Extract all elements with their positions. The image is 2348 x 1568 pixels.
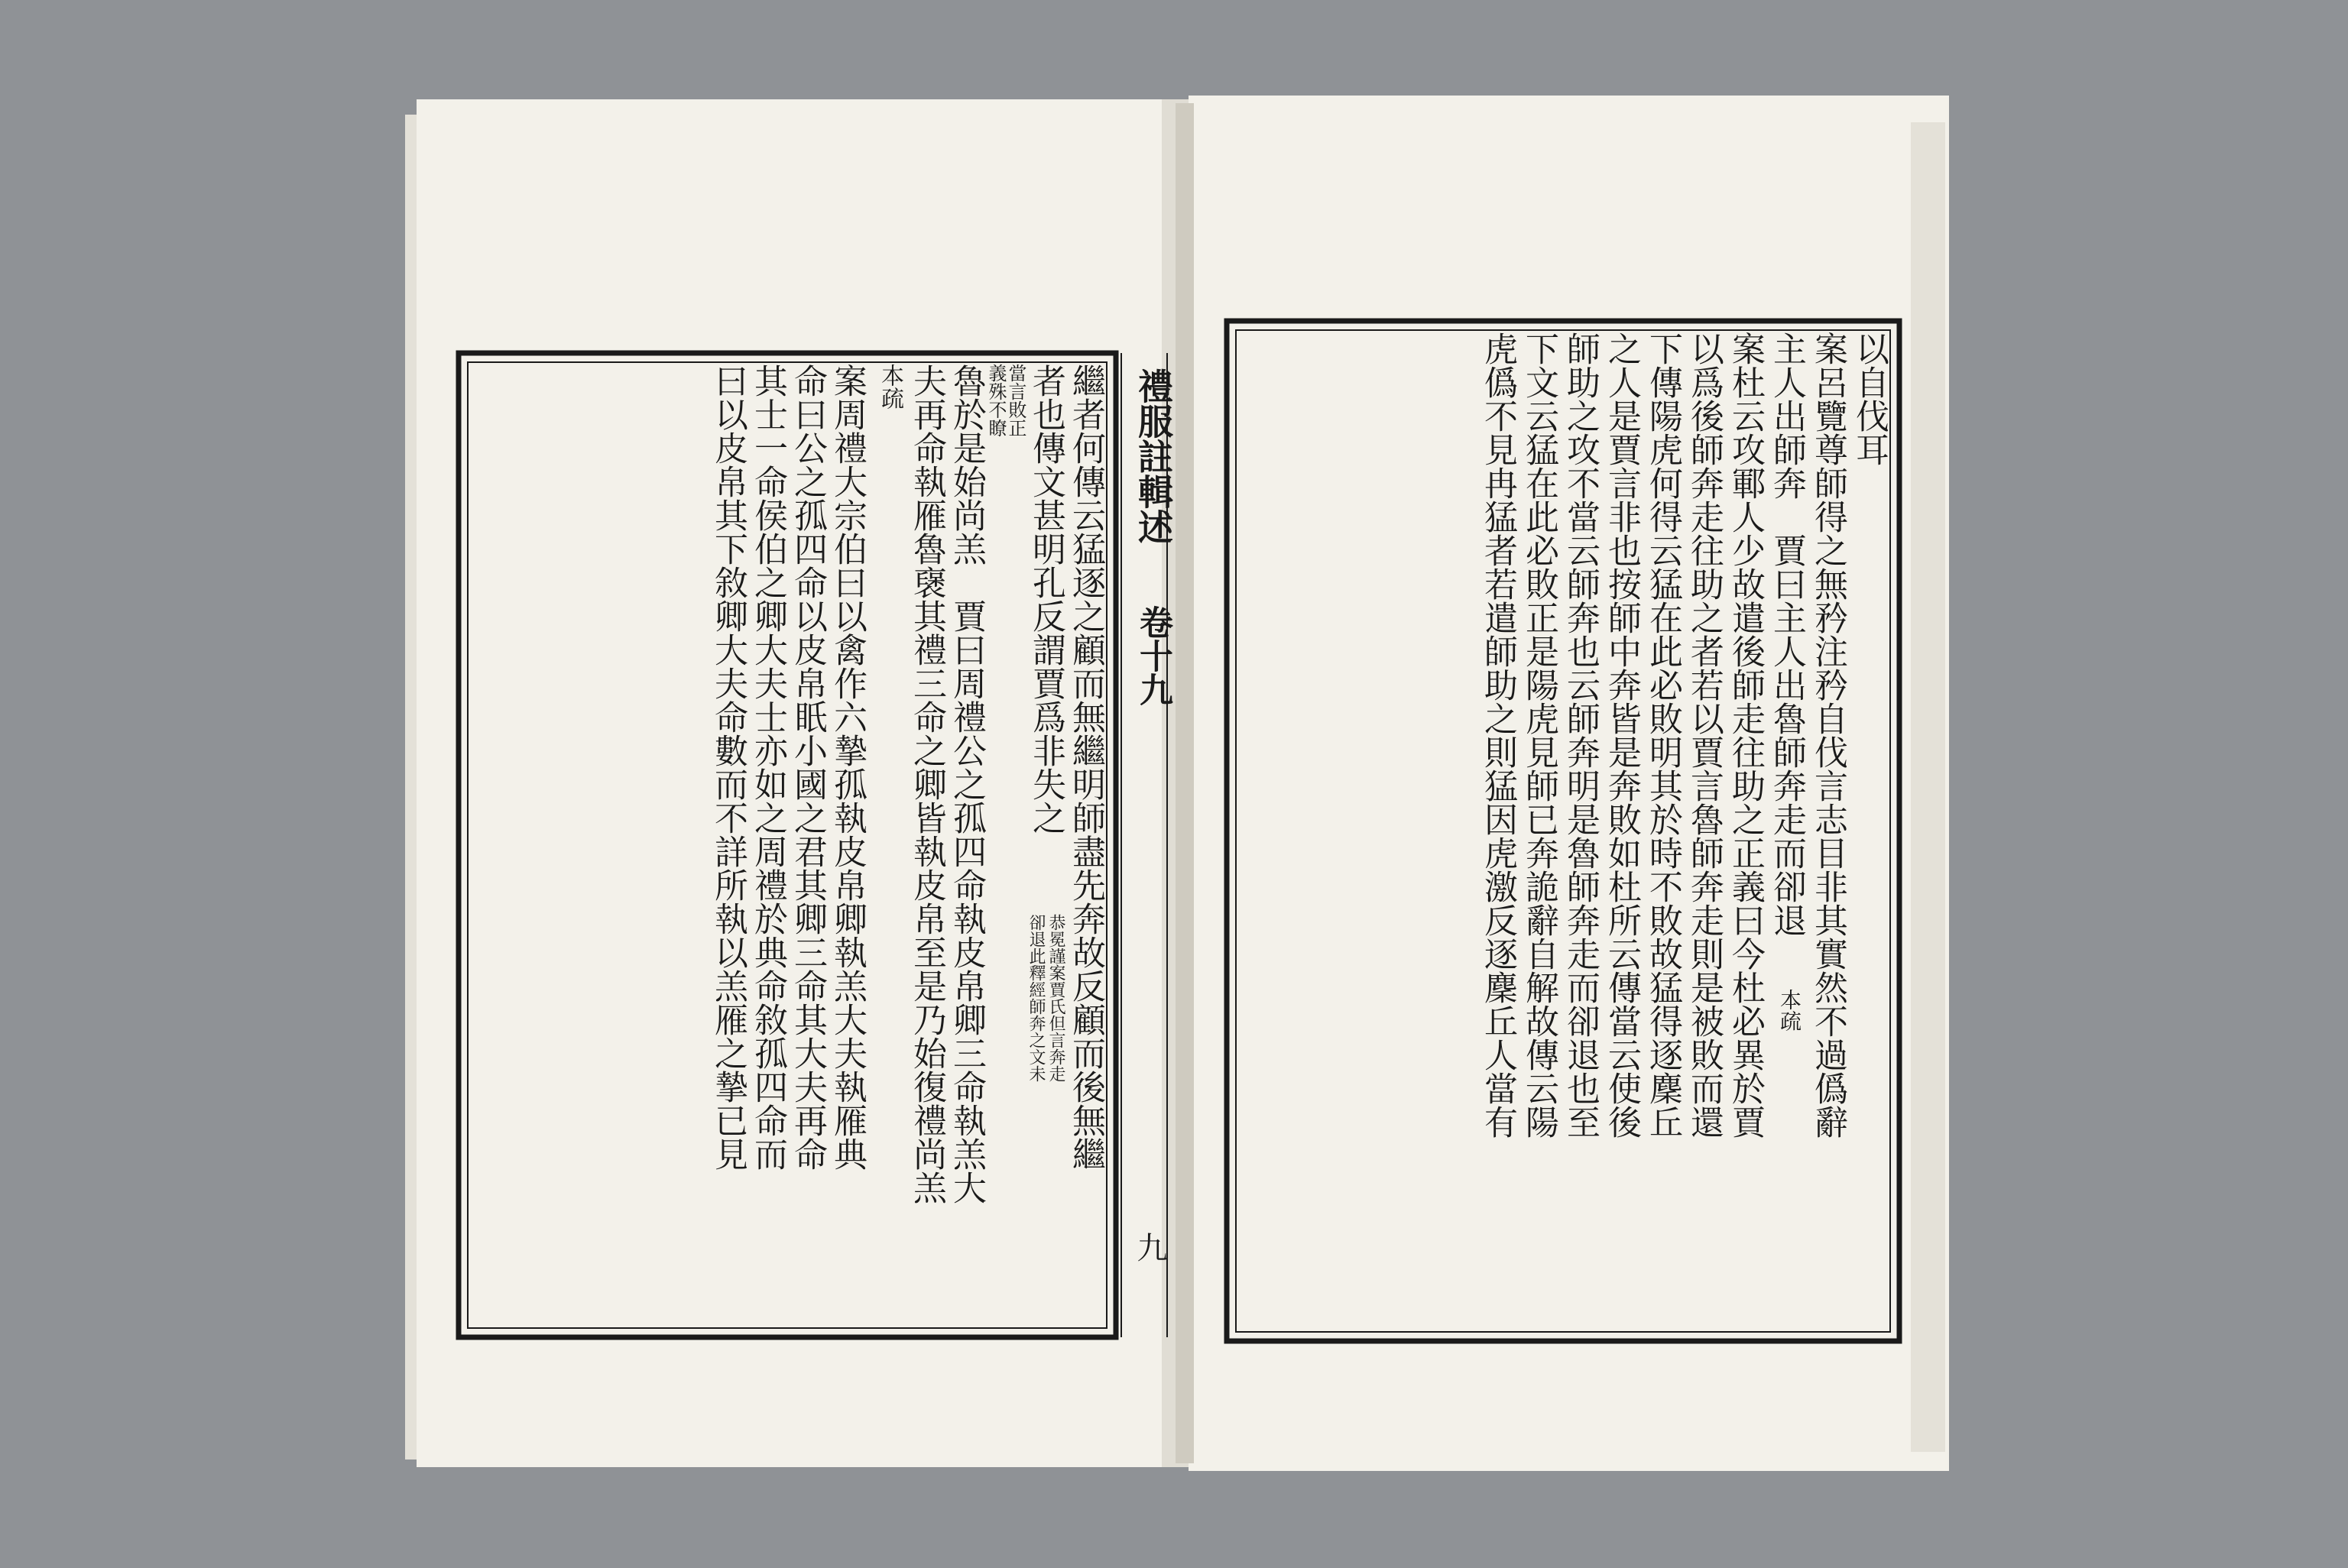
inline-note bbox=[1026, 914, 1065, 1082]
text-column: 曰以皮帛其下敘卿大夫命數而不詳所執以羔雁之摯已見 bbox=[709, 364, 748, 1171]
right-top-margin-strip bbox=[1175, 306, 1218, 1314]
text-column: 命曰公之孤四命以皮帛眂小國之君其卿三命其大夫再命 bbox=[788, 364, 827, 1171]
left-page-text bbox=[469, 364, 1105, 1327]
text-column: 下傳陽虎何得云猛在此必敗明其於時不敗故猛得逐麇丘 bbox=[1643, 332, 1682, 1139]
text-column: 者也傳文甚明孔反謂賈爲非失之 bbox=[1026, 364, 1065, 834]
note-block bbox=[986, 364, 1026, 1327]
text-column: 以自伐耳 bbox=[1850, 332, 1889, 466]
text-column: 案呂覽尊師得之無矜注矜自伐言志目非其實然不過僞辭 bbox=[1808, 332, 1847, 1139]
text-column: 繼者何傳云猛逐之顧而無繼明師盡先奔故反顧而後無繼 bbox=[1066, 364, 1105, 1171]
text-column: 案杜云攻鄆人少故遣後師走往助之正義曰今杜必異於賈 bbox=[1726, 332, 1765, 1139]
small-note bbox=[986, 364, 1026, 437]
text-column: 以爲後師奔走往助之者若以賈言魯師奔走則是被敗而還 bbox=[1685, 332, 1724, 1139]
inline-note-line: 恭冕謹案賈氏但言奔走 bbox=[1046, 914, 1065, 1082]
right-page-text bbox=[1237, 332, 1889, 1330]
text-column: 其士一命侯伯之卿大夫士亦如之周禮於典命敘孤四命而 bbox=[748, 364, 787, 1171]
left-margin-strip bbox=[1120, 353, 1174, 1337]
inline-note-line: 卻退此釋經師奔之文未 bbox=[1026, 914, 1046, 1082]
text-column-with-note bbox=[1026, 364, 1065, 1327]
note-label: 本疏 bbox=[877, 364, 903, 410]
text-column: 魯於是始尚羔 賈曰周禮公之孤四命執皮帛卿三命執羔大 bbox=[947, 364, 986, 1204]
text-column: 下文云猛在此必敗正是陽虎見師已奔詭辭自解故傳云陽 bbox=[1519, 332, 1558, 1139]
text-column-with-note bbox=[1766, 332, 1806, 1330]
text-column: 夫再命執雁魯襃其禮三命之卿皆執皮帛至是乃始復禮尚羔 bbox=[907, 364, 946, 1204]
left-margin-volume: 卷十九 bbox=[1133, 605, 1172, 706]
small-note-line: 義殊不瞭 bbox=[985, 364, 1007, 437]
text-column: 虎僞不見冉猛者若遣師助之則猛因虎激反逐麇丘人當有 bbox=[1478, 332, 1517, 1139]
text-column: 主人出師奔 賈曰主人出魯師奔走而卻退 bbox=[1767, 332, 1806, 937]
text-column: 案周禮大宗伯曰以禽作六摯孤執皮帛卿執羔大夫執雁典 bbox=[828, 364, 867, 1171]
text-column: 之人是賈言非也按師中奔皆是奔敗如杜所云傳當云使後 bbox=[1602, 332, 1641, 1139]
left-margin-title: 禮服註輯述 bbox=[1133, 368, 1174, 544]
note-label-column bbox=[867, 364, 906, 1327]
small-note-line: 當言敗正 bbox=[1005, 364, 1026, 437]
left-page bbox=[459, 353, 1174, 1337]
right-page bbox=[1227, 321, 1899, 1341]
text-column: 師助之攻不當云師奔也云師奔明是魯師奔走而卻退也至 bbox=[1561, 332, 1600, 1139]
note-label: 本疏 bbox=[1777, 989, 1802, 1032]
left-margin-folio: 九 bbox=[1132, 1232, 1167, 1262]
